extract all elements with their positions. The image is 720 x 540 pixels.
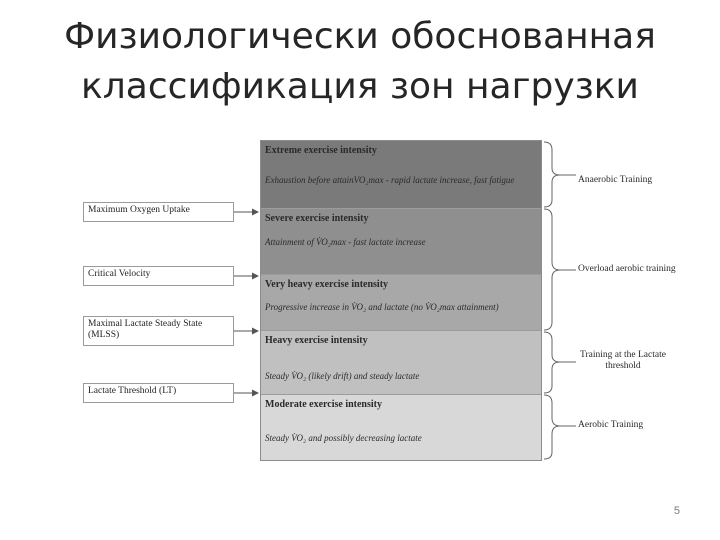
zone-moderate-title: Moderate exercise intensity — [265, 399, 382, 410]
training-anaerobic: Anaerobic Training — [578, 175, 653, 185]
zone-very-heavy-description: Progressive increase in V̇O₂ and lactate (no V̇O₂max attainment) — [265, 302, 499, 312]
training-lactate-threshold: Training at the Lactate threshold — [580, 350, 666, 371]
zone-extreme-title: Extreme exercise intensity — [265, 145, 377, 156]
slide-title-line-2: классификация зон нагрузки — [81, 66, 639, 107]
threshold-max-oxygen-uptake: Maximum Oxygen Uptake — [83, 202, 234, 222]
slide-title-line-1: Физиологически обоснованная — [64, 16, 656, 57]
zone-moderate-description: Steady V̇O₂ and possibly decreasing lactate — [265, 433, 422, 443]
zone-extreme-description: Exhaustion before attainVO₂max - rapid lactate increase, fast fatigue — [265, 175, 515, 185]
zone-severe-description: Attainment of V̇O₂max - fast lactate increase — [265, 237, 426, 247]
zone-heavy-title: Heavy exercise intensity — [265, 335, 368, 346]
threshold-mlss: Maximal Lactate Steady State (MLSS) — [83, 316, 234, 346]
zone-very-heavy-title: Very heavy exercise intensity — [265, 279, 389, 290]
zone-severe-title: Severe exercise intensity — [265, 213, 369, 224]
training-overload-aerobic: Overload aerobic training — [578, 264, 676, 274]
brace-lactate-threshold — [544, 332, 560, 393]
brace-aerobic — [544, 395, 560, 459]
brace-anaerobic — [544, 142, 560, 207]
brace-overload — [544, 209, 560, 330]
threshold-critical-velocity: Critical Velocity — [83, 266, 234, 286]
page-number: 5 — [673, 505, 680, 517]
training-aerobic: Aerobic Training — [578, 420, 644, 430]
threshold-lactate: Lactate Threshold (LT) — [83, 383, 234, 403]
zone-heavy-description: Steady V̇O₂ (likely drift) and steady lactate — [265, 371, 420, 381]
